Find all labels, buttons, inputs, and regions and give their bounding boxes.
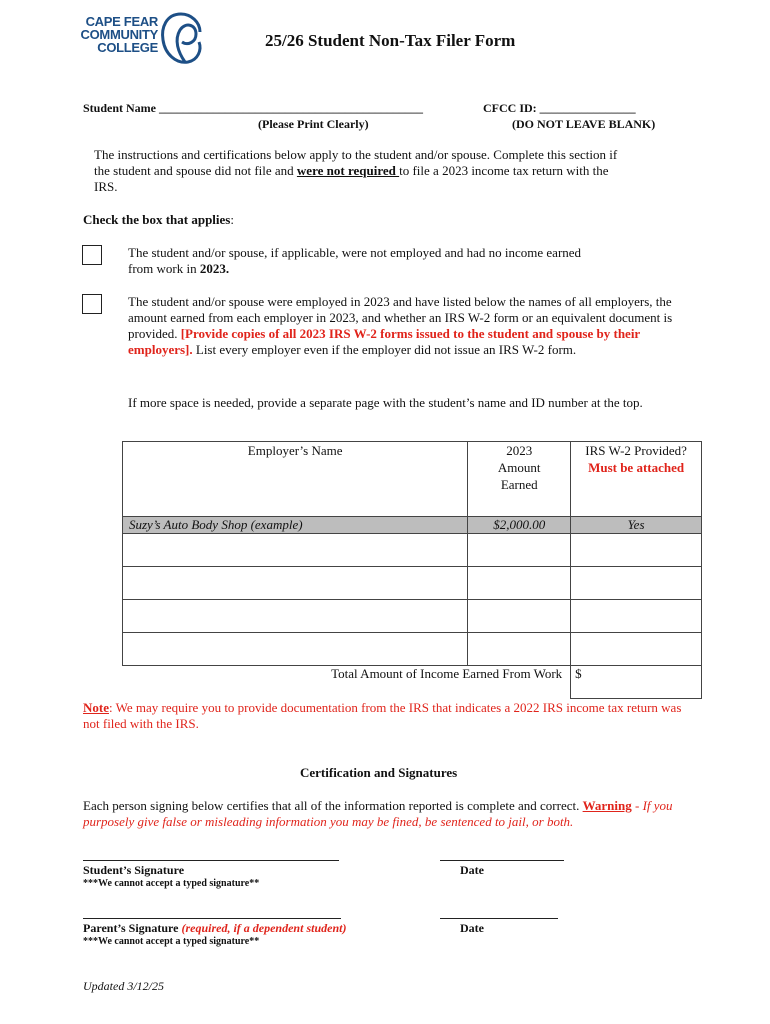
student-name-field-label: Student Name ____________________________________________ [83, 101, 424, 115]
irs-note [83, 700, 683, 732]
student-date-label: Date [460, 863, 484, 877]
student-date-line[interactable] [440, 860, 564, 861]
option-2-red-instruction: [Provide copies of all 2023 IRS W-2 forms issued to the student and spouse by their employers]. [128, 326, 640, 357]
parent-signature-note: ***We cannot accept a typed signature** [83, 936, 260, 947]
logo-line-3: COLLEGE [97, 40, 158, 55]
table-row [123, 633, 702, 666]
amount-earned-header: 2023 Amount Earned [468, 442, 571, 517]
total-label: Total Amount of Income Earned From Work [123, 666, 571, 699]
student-signature-line[interactable] [83, 860, 339, 861]
amount-input-cell[interactable] [468, 534, 571, 567]
option-not-employed-checkbox[interactable] [82, 245, 102, 265]
w2-provided-header: IRS W-2 Provided? Must be attached [571, 442, 702, 517]
option-1-year: 2023. [199, 261, 230, 276]
parent-date-line[interactable] [440, 918, 558, 919]
check-heading [83, 212, 234, 228]
logo-line-2: COMMUNITY [80, 27, 158, 42]
check-heading-bold: Check the box that applies [83, 212, 231, 227]
table-header-row [123, 442, 702, 517]
instructions-text-2: to file a 2023 income tax return with the IRS. [94, 163, 609, 194]
certification-text: Each person signing below certifies that all of the information reported is complete and correct. [83, 798, 583, 813]
employer-name-input-cell[interactable] [123, 567, 468, 600]
student-signature-note: ***We cannot accept a typed signature** [83, 878, 260, 889]
note-text: : We may require you to provide documentation from the IRS that indicates a 2022 IRS income tax return was not filed with the IRS. [83, 700, 682, 731]
logo-line-1: CAPE FEAR [85, 14, 158, 29]
total-row [123, 666, 702, 699]
example-w2: Yes [571, 517, 702, 534]
w2-input-cell[interactable] [571, 567, 702, 600]
w2-input-cell[interactable] [571, 534, 702, 567]
option-1-text: The student and/or spouse, if applicable, were not employed and had no income earned from work in [128, 245, 582, 276]
parent-signature-line[interactable] [83, 918, 341, 919]
parent-signature-qualifier: (required, if a dependent student) [181, 921, 347, 935]
cfcc-id-note: (DO NOT LEAVE BLANK) [512, 117, 656, 131]
note-label: Note [83, 700, 109, 715]
option-employed-checkbox[interactable] [82, 294, 102, 314]
parent-signature-label: Parent’s Signature [83, 921, 182, 935]
instructions-paragraph [94, 147, 624, 195]
w2-input-cell[interactable] [571, 600, 702, 633]
employer-name-input-cell[interactable] [123, 534, 468, 567]
total-amount-cell[interactable]: $ [571, 666, 702, 699]
parent-signature-label-wrap [83, 921, 346, 936]
check-heading-colon: : [230, 212, 234, 227]
certification-heading: Certification and Signatures [300, 765, 458, 780]
more-space-instruction: If more space is needed, provide a separate page with the student’s name and ID number at the top. [128, 395, 643, 410]
page-title: 25/26 Student Non-Tax Filer Form [265, 31, 516, 50]
table-row [123, 567, 702, 600]
cfcc-id-field-label: CFCC ID: ________________ [483, 101, 636, 115]
example-employer: Suzy’s Auto Body Shop (example) [123, 517, 468, 534]
w2-input-cell[interactable] [571, 633, 702, 666]
student-name-note: (Please Print Clearly) [258, 117, 369, 131]
amount-input-cell[interactable] [468, 567, 571, 600]
instructions-underlined: were not required [296, 163, 400, 178]
option-employed-text [128, 294, 693, 358]
warning-label: Warning [582, 798, 632, 813]
employer-table [122, 441, 702, 699]
college-logo-icon [158, 10, 204, 68]
employer-name-header: Employer’s Name [123, 442, 468, 517]
updated-date: Updated 3/12/25 [83, 979, 164, 993]
warning-text: - If you purposely give false or misleading information you may be fined, be sentenced to jail, or both. [83, 798, 673, 829]
amount-input-cell[interactable] [468, 600, 571, 633]
option-2-text-2: List every employer even if the employer did not issue an IRS W-2 form. [192, 342, 577, 357]
table-row [123, 534, 702, 567]
college-logo-text [80, 15, 158, 54]
instructions-text-1: The instructions and certifications below apply to the student and/or spouse. Complete this section if the student and spouse did not file and [94, 147, 618, 178]
student-signature-label: Student’s Signature [83, 863, 185, 877]
amount-input-cell[interactable] [468, 633, 571, 666]
example-row [123, 517, 702, 534]
option-not-employed-text [128, 245, 588, 277]
table-row [123, 600, 702, 633]
option-2-text-1: The student and/or spouse were employed in 2023 and have listed below the names of all employers, the amount earned from each employer in 2023, and whether an IRS W-2 form or an equivalent document is provided. [128, 294, 673, 341]
employer-name-input-cell[interactable] [123, 600, 468, 633]
parent-date-label: Date [460, 921, 484, 935]
example-amount: $2,000.00 [468, 517, 571, 534]
employer-name-input-cell[interactable] [123, 633, 468, 666]
certification-paragraph [83, 798, 693, 830]
